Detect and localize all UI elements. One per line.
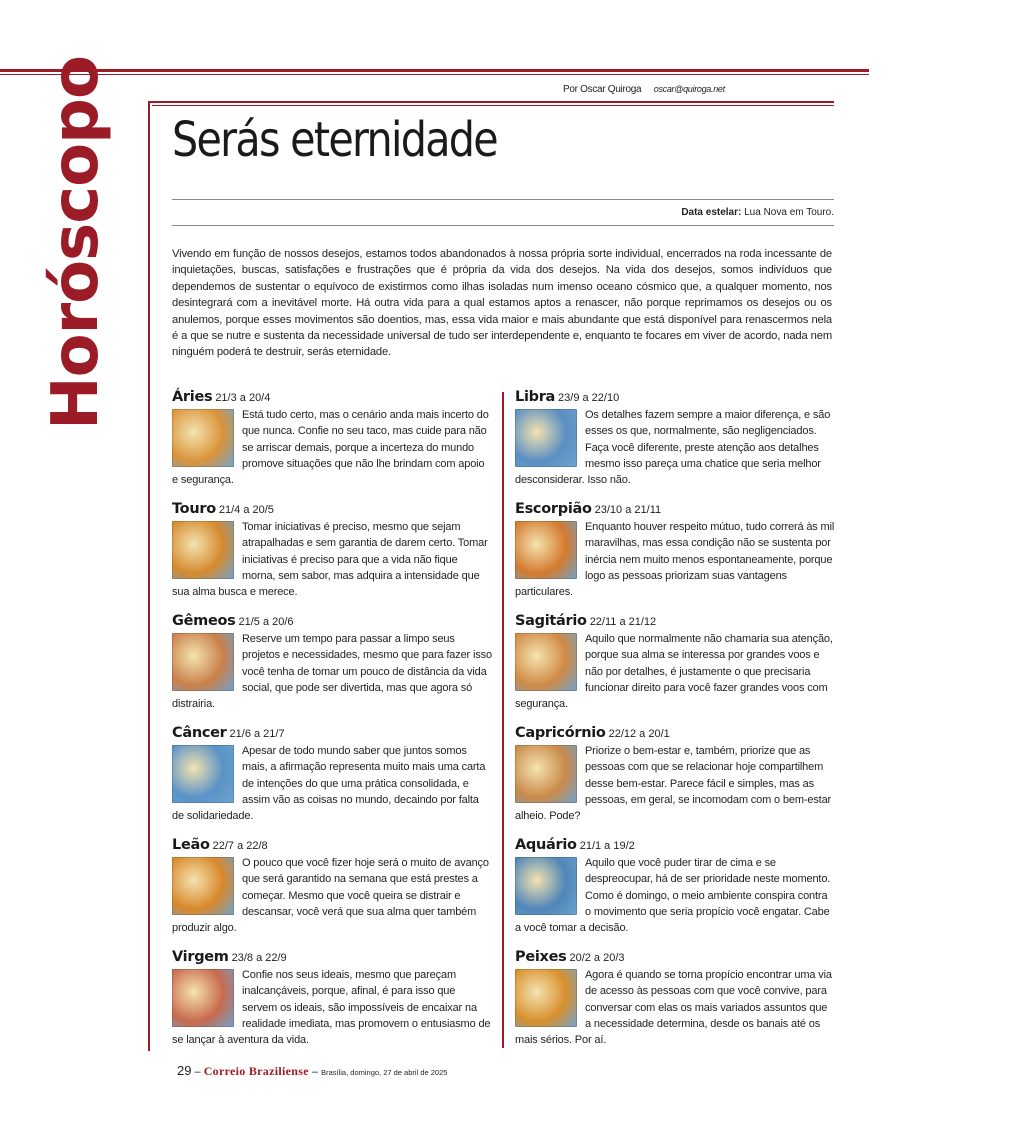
stellar-label: Data estelar: (681, 207, 742, 218)
stellar-date (681, 207, 834, 218)
sign-text: Está tudo certo, mas o cenário anda mais incerto do que nunca. Confie no seu taco, mas cuide para não se arriscar demais, porque a incerteza do mundo promove situações que não lhe brindam com apoio e segurança. (172, 409, 489, 487)
top-rule (0, 69, 869, 72)
stellar-rule (172, 225, 834, 226)
taurus-bull-icon (172, 521, 234, 579)
sign-dates: 21/3 a 20/4 (215, 392, 271, 404)
sign-virgo (172, 948, 492, 1048)
sign-text: Tomar iniciativas é preciso, mesmo que sejam atrapalhadas e sem garantia de darem certo. Tomar iniciativas é preciso para que a vida não fique morna, sem sabor, mas adquira a intensidade que sua alma busca e merece. (172, 521, 488, 599)
sign-title (515, 836, 835, 854)
sign-aries (172, 388, 492, 488)
intro-paragraph: Vivendo em função de nossos desejos, estamos todos abandonados à nossa própria sorte individual, encerrados na roda incessante de inquietações, buscas, satisfações e frustrações que é própria da vida dos desejos. Na vida dos desejos, somos indivíduos que dependemos de sustentar o equívoco de existirmos como ilhas isoladas num imenso oceano cósmico que, a qualquer momento, nos desintegrará com a inevitável morte. Há outra vida para a qual estamos aptos a renascer, não porque reprimamos os desejos ou os anulemos, porque esses movimentos são doentios, mas, essa vida maior e mais abundante que está disponível para renascermos nela é a que se nutre e sustenta da necessidade universal de tudo ser interdependente e, enquanto te focares em viver de acordo, nada nem ninguém poderá te destruir, serás eternidade. (172, 248, 832, 359)
sign-text-block (515, 743, 835, 824)
aquarius-waterbearer-icon (515, 857, 577, 915)
sign-dates: 21/5 a 20/6 (238, 616, 294, 628)
scorpio-scorpion-icon (515, 521, 577, 579)
sign-name: Peixes (515, 949, 567, 965)
headline: Serás eternidade (172, 112, 497, 168)
sign-name: Virgem (172, 949, 229, 965)
leo-lion-icon (172, 857, 234, 915)
sign-title (515, 948, 835, 966)
byline (563, 84, 725, 95)
sign-name: Aquário (515, 837, 577, 853)
sign-sagittarius (515, 612, 835, 712)
page-number: 29 (177, 1063, 192, 1078)
sign-text-block (515, 407, 835, 488)
sign-dates: 22/12 a 20/1 (608, 728, 670, 740)
sign-title (172, 500, 492, 518)
sign-taurus (172, 500, 492, 600)
column-divider (502, 392, 504, 1048)
frame-left-rule (148, 101, 150, 1051)
sign-name: Capricórnio (515, 725, 606, 741)
section-title: Horóscopo (39, 56, 113, 430)
sign-text-block (172, 519, 492, 600)
sign-title (515, 388, 835, 406)
sign-name: Libra (515, 389, 556, 405)
sign-text-block (515, 631, 835, 712)
newspaper-brand: Correio Braziliense (203, 1064, 309, 1078)
dateline: Brasília, domingo, 27 de abril de 2025 (321, 1068, 448, 1077)
frame-top-rule-thin (152, 105, 834, 106)
sign-title (172, 724, 492, 742)
sign-text-block (172, 743, 492, 824)
sign-name: Leão (172, 837, 210, 853)
author-email[interactable]: oscar@quiroga.net (653, 84, 725, 94)
section-label (36, 56, 116, 430)
top-rule-thin (0, 74, 869, 75)
sign-name: Sagitário (515, 613, 587, 629)
sign-name: Touro (172, 501, 216, 517)
sign-cancer (172, 724, 492, 824)
sign-dates: 23/8 a 22/9 (231, 952, 287, 964)
sign-text: Os detalhes fazem sempre a maior diferença, e são esses os que, normalmente, são negligenciados. Faça você diferente, preste atenção aos detalhes mesmo isso pareça uma chatice que seria melhor desconsiderar. Isso não. (515, 409, 831, 487)
sign-capricorn (515, 724, 835, 824)
sign-dates: 21/6 a 21/7 (229, 728, 285, 740)
sign-aquarius (515, 836, 835, 936)
sign-libra (515, 388, 835, 488)
sign-title (172, 612, 492, 630)
virgo-maiden-icon (172, 969, 234, 1027)
sign-title (172, 836, 492, 854)
sign-text: Priorize o bem-estar e, também, priorize que as pessoas com que se relacionar hoje compartilhem desse bem-estar. Parece fácil e simples, mas as pessoas, em geral, se incomodam com o bem-estar alheio. Pode? (515, 745, 832, 823)
sign-text: Confie nos seus ideais, mesmo que pareçam inalcançáveis, porque, afinal, é para isso que servem os ideais, são impossíveis de encaixar na realidade imediata, mas promovem o entusiasmo de se lançar à aventura da vida. (172, 969, 491, 1047)
sign-dates: 22/11 a 21/12 (589, 616, 657, 628)
sign-dates: 21/4 a 20/5 (218, 504, 274, 516)
sign-title (172, 948, 492, 966)
frame-top-rule (148, 101, 834, 103)
gemini-twins-icon (172, 633, 234, 691)
sign-text-block (172, 855, 492, 936)
sign-title (515, 500, 835, 518)
sign-pisces (515, 948, 835, 1048)
aries-ram-icon (172, 409, 234, 467)
sign-title (515, 724, 835, 742)
author: Por Oscar Quiroga (563, 84, 642, 95)
libra-scales-icon (515, 409, 577, 467)
sign-text-block (172, 407, 492, 488)
sign-dates: 23/9 a 22/10 (558, 392, 620, 404)
sign-name: Câncer (172, 725, 227, 741)
sign-text: Apesar de todo mundo saber que juntos somos mais, a afirmação representa muito mais uma carta de intenções do que uma prática consolidada, e assim vão as coisas no mundo, decaindo por falta de solidariedade. (172, 745, 486, 823)
stellar-value: Lua Nova em Touro. (744, 207, 834, 218)
sign-leo (172, 836, 492, 936)
sign-name: Escorpião (515, 501, 592, 517)
sign-text-block (172, 967, 492, 1048)
sign-text: Enquanto houver respeito mútuo, tudo correrá às mil maravilhas, mas essa condição não se sustenta por inércia nem muito menos espontaneamente, porque logo as pessoas priorizam suas vantagens particulares. (515, 521, 835, 599)
sign-text: Aquilo que você puder tirar de cima e se despreocupar, há de ser prioridade neste momento. Como é domingo, o meio ambiente conspira contra o movimento que seria propício você engatar. Cabe a você tomar a decisão. (515, 857, 831, 935)
capricorn-goat-icon (515, 745, 577, 803)
sign-text: Aquilo que normalmente não chamaria sua atenção, porque sua alma se interessa por grandes voos e não por detalhes, é justamente o que precisaria funcionar direito para você fazer grandes voos com segurança. (515, 633, 833, 711)
sign-dates: 21/1 a 19/2 (579, 840, 635, 852)
sign-gemini (172, 612, 492, 712)
sign-scorpio (515, 500, 835, 600)
sign-name: Áries (172, 389, 213, 405)
sign-name: Gêmeos (172, 613, 236, 629)
sign-text: Agora é quando se torna propício encontrar uma via de acesso às pessoas com que você convive, para conversar com elas os mais variados assuntos que a necessidade determina, desde os banais até os mais sérios. Por aí. (515, 969, 832, 1047)
sign-text: O pouco que você fizer hoje será o muito de avanço que será garantido na semana que está prestes a começar. Mesmo que você queira se distrair e descansar, você verá que sua alma quer também produzir algo. (172, 857, 489, 935)
pisces-fish-icon (515, 969, 577, 1027)
sagittarius-centaur-icon (515, 633, 577, 691)
cancer-crab-icon (172, 745, 234, 803)
sign-title (515, 612, 835, 630)
sign-text-block (172, 631, 492, 712)
sign-text: Reserve um tempo para passar a limpo seus projetos e necessidades, mesmo que para fazer isso você tenha de tomar um pouco de distância da vida social, que pode ser divertida, mas que agora só distrairia. (172, 633, 492, 711)
sign-title (172, 388, 492, 406)
sign-dates: 20/2 a 20/3 (569, 952, 625, 964)
sign-dates: 23/10 a 21/11 (594, 504, 662, 516)
sign-dates: 22/7 a 22/8 (212, 840, 268, 852)
sign-text-block (515, 855, 835, 936)
sign-text-block (515, 967, 835, 1048)
headline-rule (172, 199, 834, 200)
sign-text-block (515, 519, 835, 600)
footer: 29 – Correio Braziliense – Brasília, domingo, 27 de abril de 2025 (177, 1063, 448, 1078)
